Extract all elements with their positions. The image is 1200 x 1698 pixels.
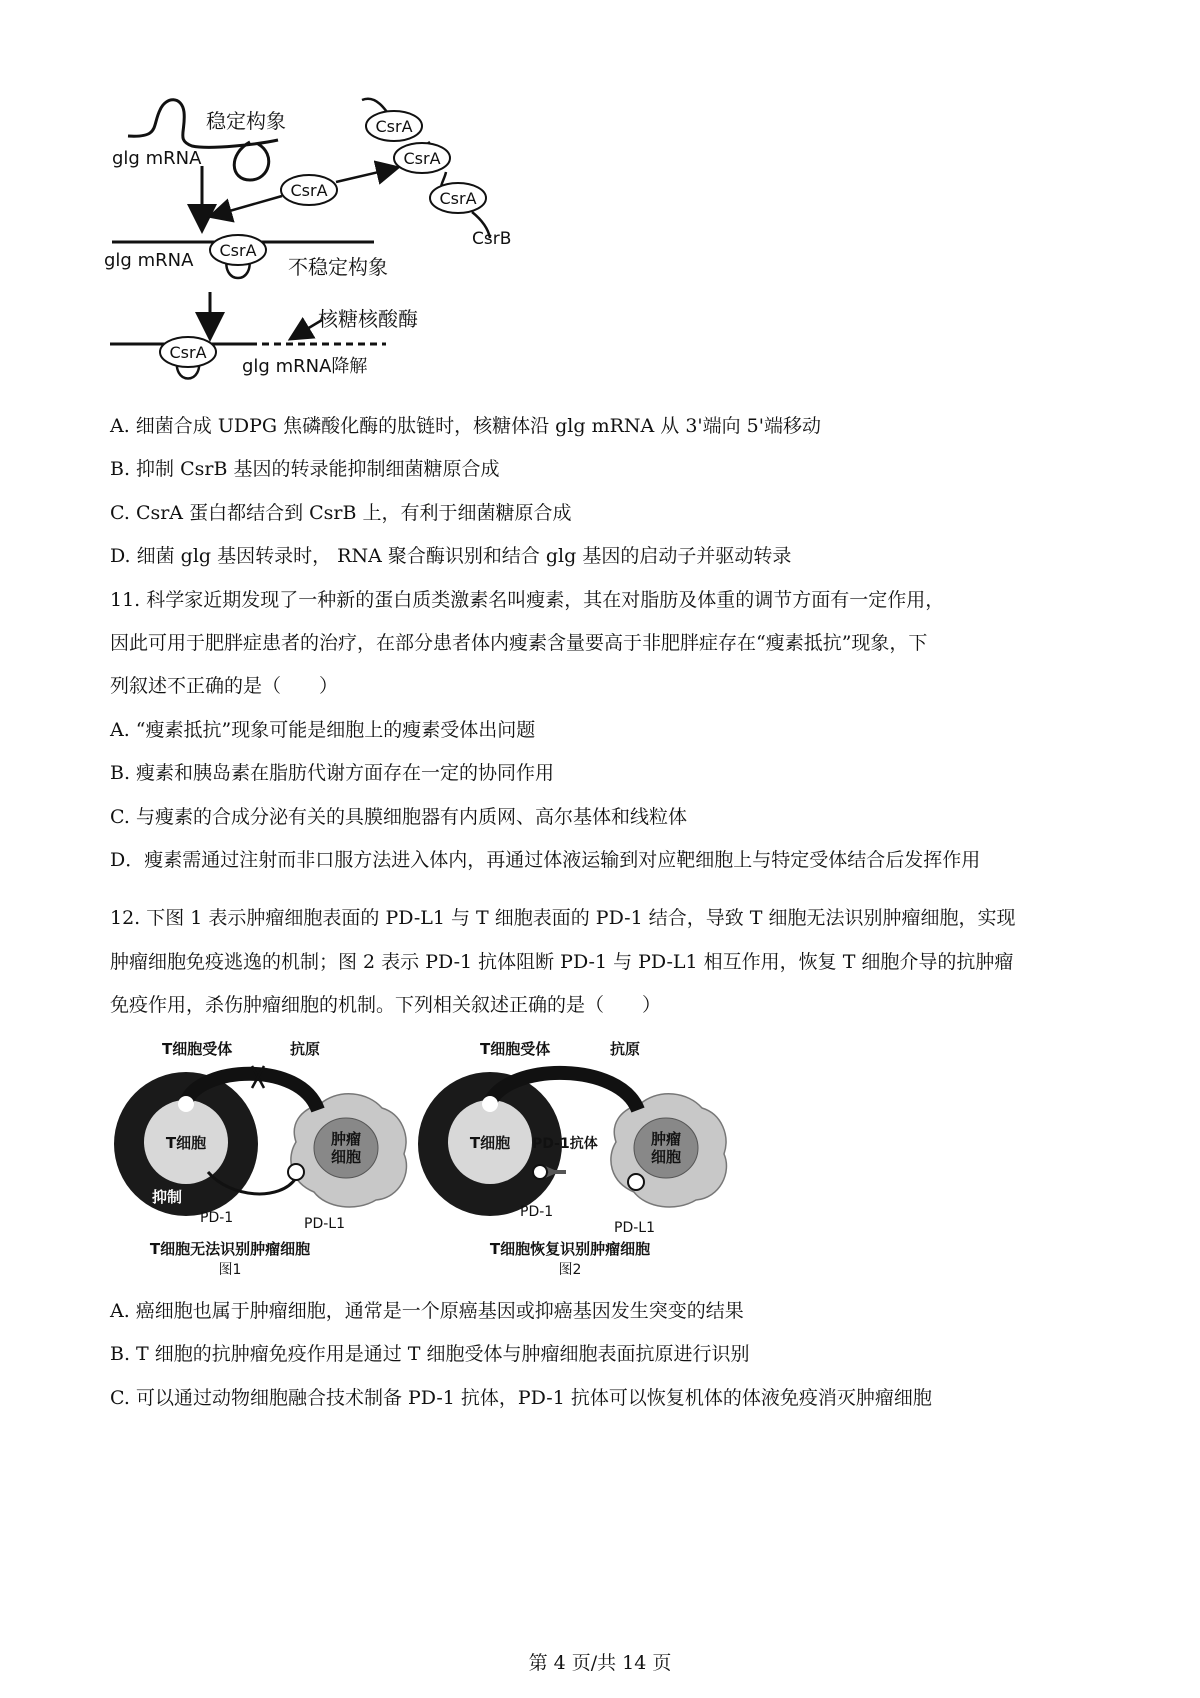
csra-degrade: CsrA (169, 343, 207, 362)
degrade-label: glg mRNA降解 (242, 356, 368, 377)
pd1-label-2: PD-1 (520, 1204, 554, 1220)
q11-option-d: D．瘦素需通过注射而非口服方法进入体内，再通过体液运输到对应靶细胞上与特定受体结合后发挥作用 (110, 849, 981, 871)
q11-option-c: C. 与瘦素的合成分泌有关的具膜细胞器有内质网、高尔基体和线粒体 (110, 806, 687, 828)
csra-free: CsrA (290, 181, 328, 200)
q12-option-a: A. 癌细胞也属于肿瘤细胞，通常是一个原癌基因或抑癌基因发生突变的结果 (110, 1300, 744, 1322)
arrow-to-csrb (336, 168, 396, 182)
csra-bound-2: CsrA (403, 149, 441, 168)
antigen-label-1: 抗原 (290, 1040, 321, 1058)
page-footer: 第 4 页/共 14 页 (528, 1652, 672, 1674)
q12-stem-1: 12. 下图 1 表示肿瘤细胞表面的 PD-L1 与 T 细胞表面的 PD-1 结合，导致 T 细胞无法识别肿瘤细胞，实现 (110, 907, 1016, 929)
t-cell-label-1: T细胞 (165, 1134, 207, 1152)
q11-stem-1: 11. 科学家近期发现了一种新的蛋白质类激素名叫瘦素，其在对脂肪及体重的调节方面有一定作用， (110, 589, 945, 611)
q12-option-c: C. 可以通过动物细胞融合技术制备 PD-1 抗体，PD-1 抗体可以恢复机体的体液免疫消灭肿瘤细胞 (110, 1387, 932, 1409)
stable-label: 稳定构象 (206, 109, 286, 133)
pd1-mechanism-figure (100, 1032, 740, 1282)
q11-stem-3: 列叙述不正确的是（ ） (110, 675, 339, 697)
q11-option-a: A. “瘦素抵抗”现象可能是细胞上的瘦素受体出问题 (110, 719, 536, 741)
tumor-label-2b: 细胞 (650, 1148, 682, 1166)
figure-1 (114, 1040, 406, 1278)
antibody-label: PD-1抗体 (532, 1136, 598, 1152)
tumor-label-2a: 肿瘤 (650, 1130, 682, 1148)
antigen-label-2: 抗原 (610, 1040, 641, 1058)
stable-mrna-loop (234, 142, 268, 180)
q10-option-b: B. 抑制 CsrB 基因的转录能抑制细菌糖原合成 (110, 458, 500, 480)
inhibit-label: 抑制 (152, 1188, 183, 1206)
q12-stem-2: 肿瘤细胞免疫逃逸的机制；图 2 表示 PD-1 抗体阻断 PD-1 与 PD-L1 相互作用，恢复 T 细胞介导的抗肿瘤 (110, 951, 1014, 973)
figure-2 (418, 1040, 726, 1278)
csra-on-mrna: CsrA (219, 241, 257, 260)
tcr-label-1: T细胞受体 (162, 1040, 233, 1058)
pdl1-label-2: PD-L1 (614, 1220, 655, 1236)
csra-bound-1: CsrA (375, 117, 413, 136)
csra-bound-3: CsrA (439, 189, 477, 208)
q12-stem-3: 免疫作用，杀伤肿瘤细胞的机制。下列相关叙述正确的是（ ） (110, 994, 662, 1016)
csr-regulation-diagram (100, 88, 560, 418)
tcr-label-2: T细胞受体 (480, 1040, 551, 1058)
pdl1-label-1: PD-L1 (304, 1216, 345, 1232)
q10-option-a: A. 细菌合成 UDPG 焦磷酸化酶的肽链时，核糖体沿 glg mRNA 从 3'端向 5'端移动 (110, 415, 821, 437)
glg-label-2: glg mRNA (104, 250, 194, 271)
unstable-label: 不稳定构象 (288, 255, 388, 279)
caption-1: T细胞无法识别肿瘤细胞 (149, 1240, 311, 1258)
q11-option-b: B. 瘦素和胰岛素在脂肪代谢方面存在一定的协同作用 (110, 762, 555, 784)
caption-2: T细胞恢复识别肿瘤细胞 (489, 1240, 651, 1258)
ribonuclease-label: 核糖核酸酶 (318, 307, 418, 331)
arrow-to-mrna (212, 196, 282, 216)
q10-option-d: D. 细菌 glg 基因转录时， RNA 聚合酶识别和结合 glg 基因的启动子并驱动转录 (110, 545, 792, 567)
tumor-label-1a: 肿瘤 (330, 1130, 362, 1148)
t-cell-label-2: T细胞 (469, 1134, 511, 1152)
q12-option-b: B. T 细胞的抗肿瘤免疫作用是通过 T 细胞受体与肿瘤细胞表面抗原进行识别 (110, 1343, 750, 1365)
pd1-label-1: PD-1 (200, 1210, 234, 1226)
fig1-label: 图1 (218, 1262, 242, 1278)
q11-stem-2: 因此可用于肥胖症患者的治疗，在部分患者体内瘦素含量要高于非肥胖症存在“瘦素抵抗”现象，下 (110, 632, 928, 654)
tumor-label-1b: 细胞 (330, 1148, 362, 1166)
fig2-label: 图2 (558, 1262, 582, 1278)
q10-option-c: C. CsrA 蛋白都结合到 CsrB 上，有利于细菌糖原合成 (110, 502, 572, 524)
csrb-label: CsrB (472, 229, 512, 249)
glg-label-1: glg mRNA (112, 148, 202, 169)
